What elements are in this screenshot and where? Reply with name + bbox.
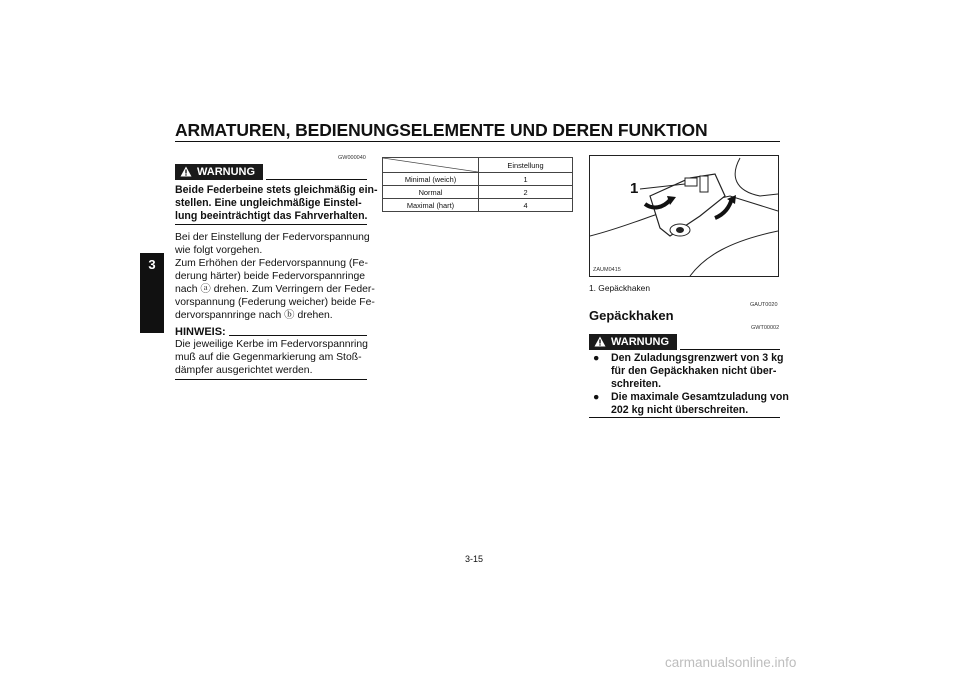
warning-line: stellen. Eine ungleichmäßige Einstel- xyxy=(175,197,362,209)
page-number: 3-15 xyxy=(465,554,484,564)
warning-rule xyxy=(680,349,780,350)
watermark: carmanualsonline.info xyxy=(665,655,797,670)
title-divider xyxy=(175,141,780,142)
bullet-icon: ● xyxy=(593,391,600,403)
chapter-tab xyxy=(140,253,164,333)
warning-code: GW000040 xyxy=(338,155,366,161)
luggage-hook-illustration xyxy=(590,156,778,276)
table-row xyxy=(383,186,573,199)
body-line: vorspannung (Federung weicher) beide Fe- xyxy=(175,297,375,308)
table-row-label: Normal xyxy=(383,186,479,199)
body-line: wie folgt vorgehen. xyxy=(175,245,263,256)
warning-label: WARNUNG xyxy=(611,336,670,348)
luggage-hook-figure xyxy=(589,155,779,277)
figure-code: ZAUM0415 xyxy=(593,267,621,273)
figure-callout-number: 1 xyxy=(630,180,639,197)
diagonal-line xyxy=(383,158,478,172)
table-row-label: Maximal (hart) xyxy=(383,199,479,212)
table-row-value: 1 xyxy=(479,173,573,186)
table-row-label: Minimal (weich) xyxy=(383,173,479,186)
warning-bullet-list xyxy=(589,352,789,417)
figure-caption: 1. Gepäckhaken xyxy=(589,283,650,293)
section-code: GAUT0020 xyxy=(750,302,778,308)
warning-badge xyxy=(175,164,263,180)
table-row xyxy=(383,199,573,212)
body-line: Bei der Einstellung der Federvorspannung xyxy=(175,232,370,243)
body-line: derung härter) beide Federvorspannringe xyxy=(175,271,366,282)
warning-badge xyxy=(589,334,677,350)
warning-triangle-icon xyxy=(594,336,606,347)
warning-end-rule xyxy=(175,224,367,225)
warning-line: Beide Federbeine stets gleichmäßig ein- xyxy=(175,184,378,196)
hinweis-line: Die jeweilige Kerbe im Federvorspannring xyxy=(175,339,368,350)
section-title: Gepäckhaken xyxy=(589,308,674,323)
body-paragraph xyxy=(175,231,375,322)
warning-rule xyxy=(266,179,367,180)
warning-text xyxy=(175,184,378,223)
warning-code: GWT00002 xyxy=(751,325,780,331)
body-line: Zum Erhöhen der Federvorspannung (Fe- xyxy=(175,258,368,269)
table-header-cell: Einstellung xyxy=(479,158,573,173)
bullet-line: Den Zuladungsgrenzwert von 3 kg xyxy=(611,352,784,364)
bullet-line: Die maximale Gesamtzuladung von xyxy=(611,391,789,403)
hinweis-line: dämpfer ausgerichtet werden. xyxy=(175,365,313,376)
hinweis-rule xyxy=(229,335,367,336)
body-line: dervorspannringe nach ⓑ drehen. xyxy=(175,310,333,321)
warning-line: lung beeinträchtigt das Fahrverhalten. xyxy=(175,210,368,222)
table-header-row xyxy=(383,158,573,173)
warning-end-rule xyxy=(589,417,780,418)
list-item xyxy=(589,391,789,417)
table-row-value: 4 xyxy=(479,199,573,212)
bullet-icon: ● xyxy=(593,352,600,364)
hinweis-line: muß auf die Gegenmarkierung am Stoß- xyxy=(175,352,362,363)
body-line: nach ⓐ drehen. Zum Verringern der Feder- xyxy=(175,284,375,295)
bullet-line: 202 kg nicht überschreiten. xyxy=(611,404,749,416)
list-item xyxy=(589,352,789,391)
table-row xyxy=(383,173,573,186)
table-corner-cell xyxy=(383,158,479,173)
bullet-line: für den Gepäckhaken nicht über- xyxy=(611,365,777,377)
bullet-line: schreiten. xyxy=(611,378,662,390)
table-row-value: 2 xyxy=(479,186,573,199)
warning-triangle-icon xyxy=(180,166,192,177)
chapter-number: 3 xyxy=(148,257,156,272)
page-title: ARMATUREN, BEDIENUNGSELEMENTE UND DEREN FUNKTION xyxy=(175,120,708,140)
settings-table xyxy=(382,157,573,212)
hinweis-text xyxy=(175,338,370,377)
hinweis-end-rule xyxy=(175,379,367,380)
hinweis-label: HINWEIS: xyxy=(175,326,226,338)
warning-label: WARNUNG xyxy=(197,166,256,178)
